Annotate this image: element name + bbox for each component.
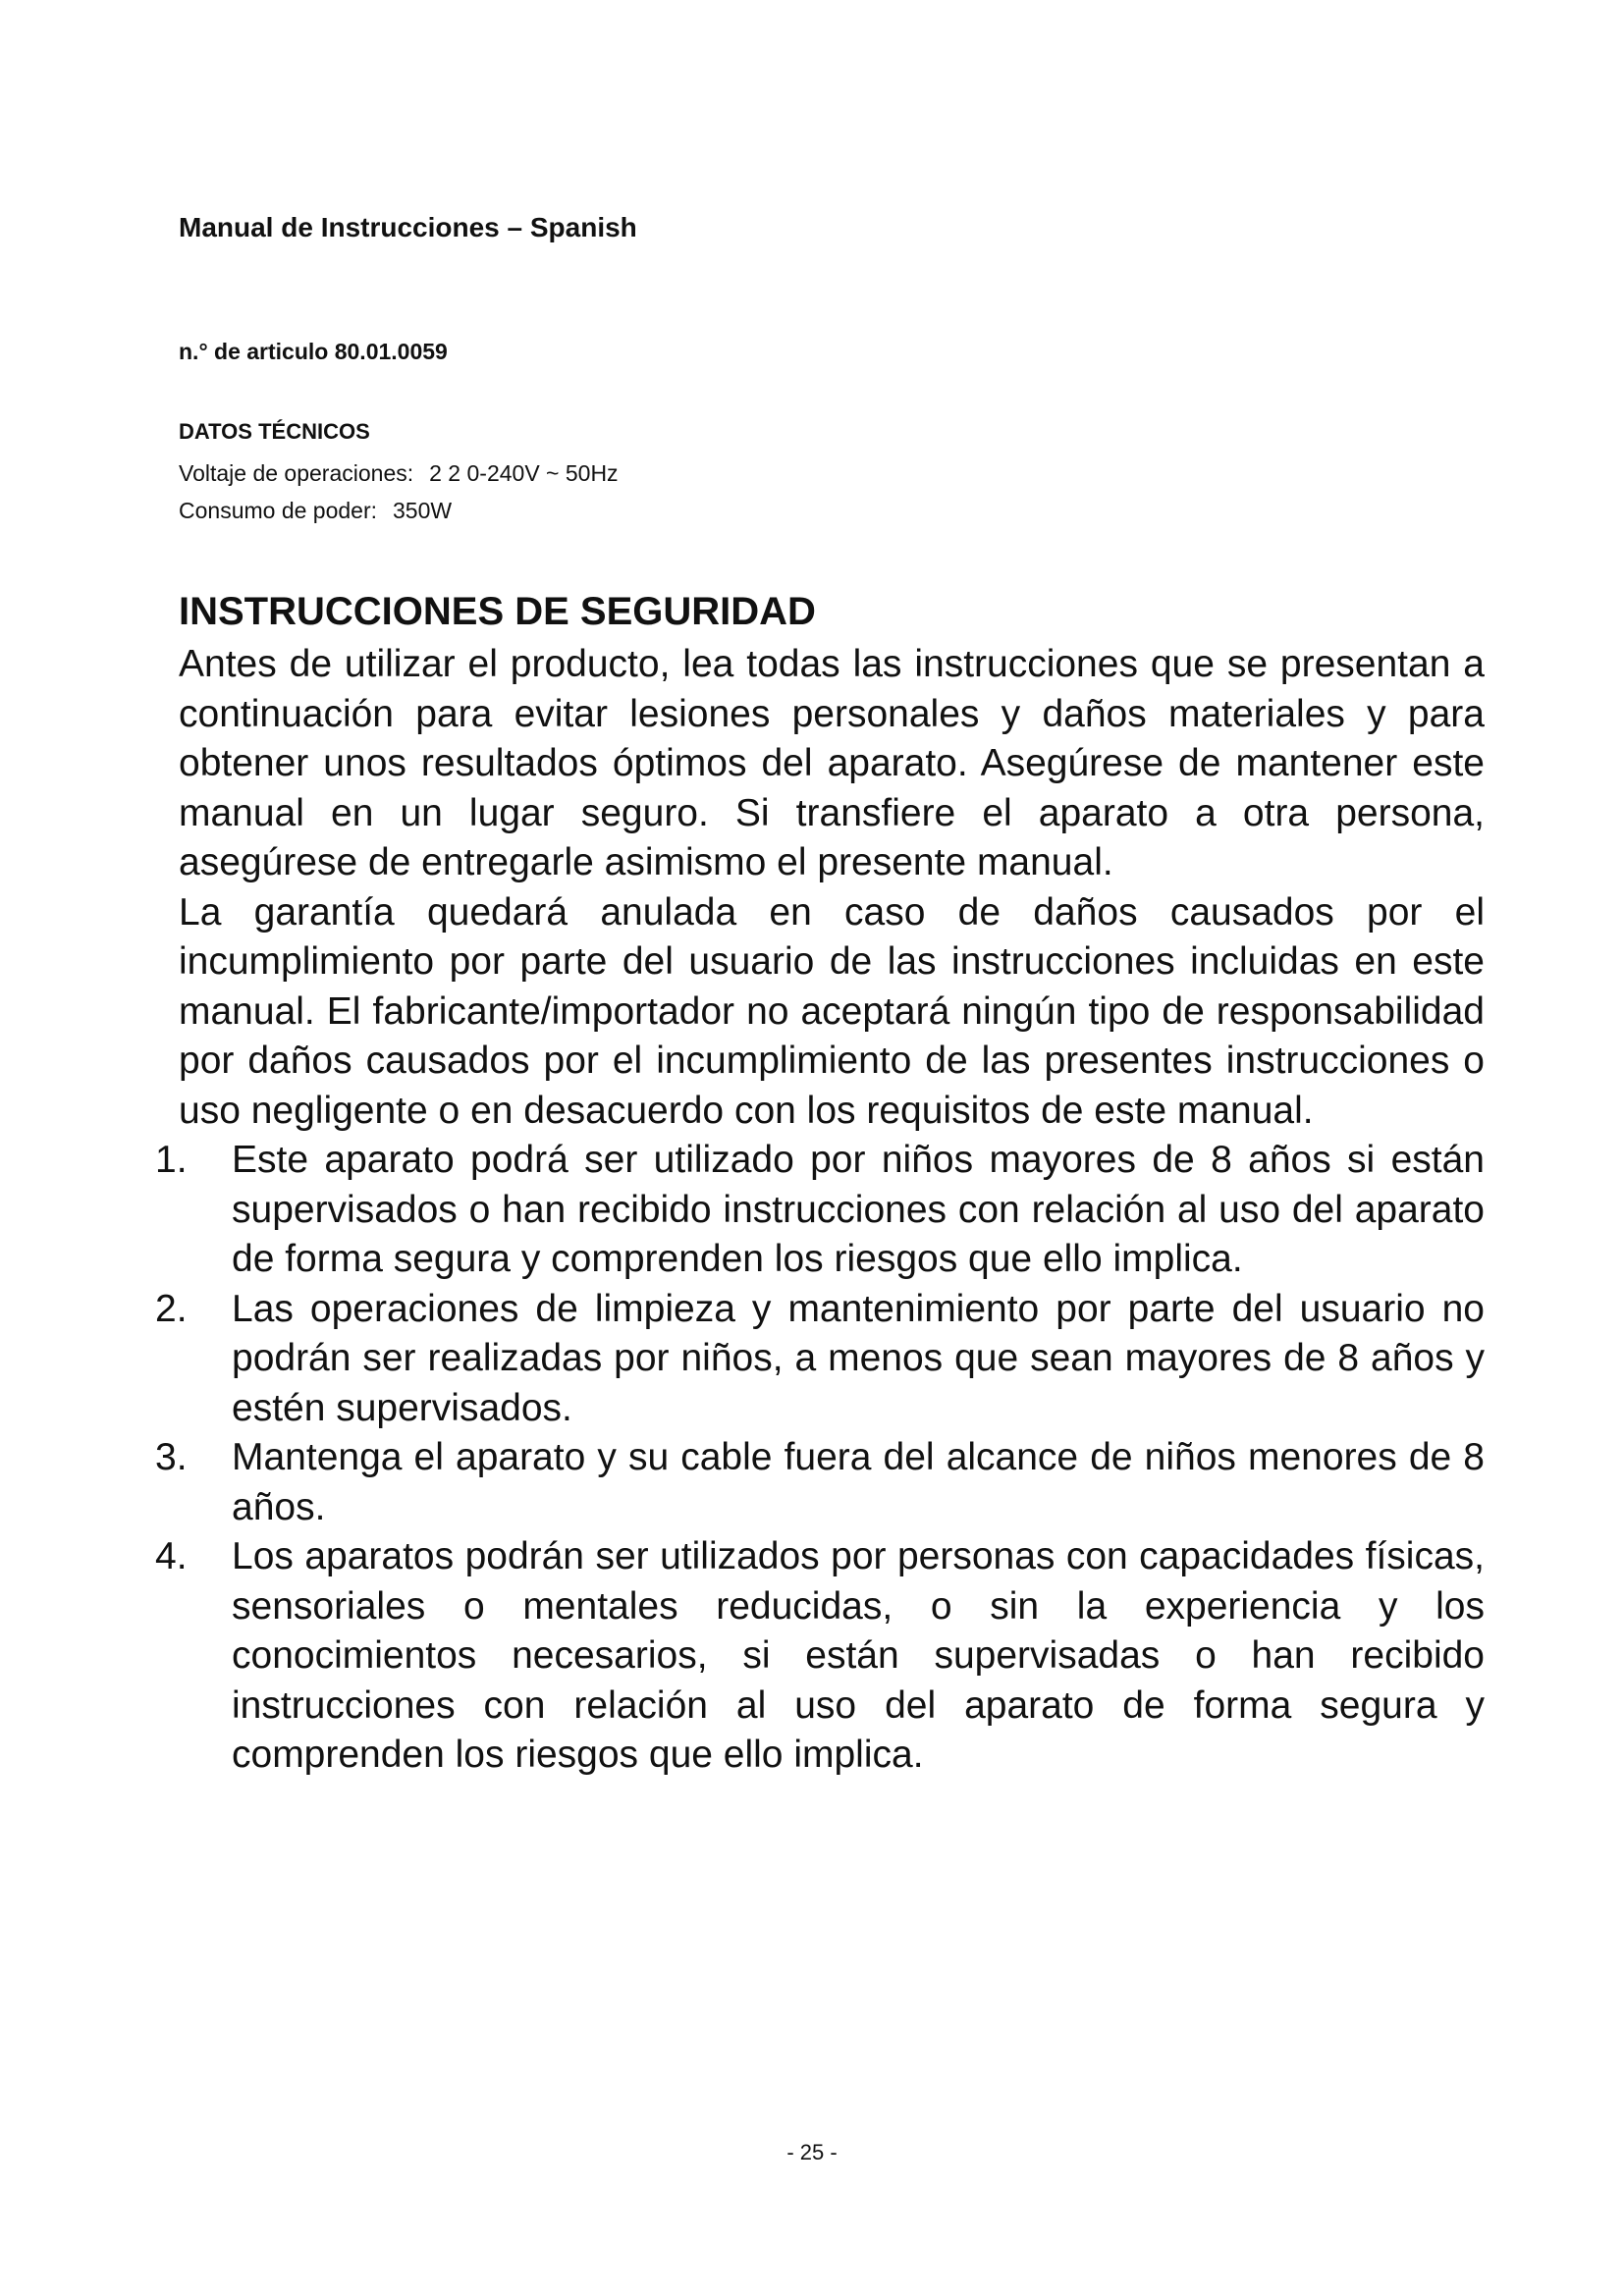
list-item-number: 3. bbox=[155, 1436, 188, 1478]
list-item-text: Los aparatos podrán ser utilizados por personas con capacidades físicas, sensoriales o mentales reducidas, o sin la experiencia y los conocimientos necesarios, si están supervisadas o han recibido instrucciones con relación al uso del aparato de forma segura y comprenden los riesgos que ello implica. bbox=[232, 1535, 1485, 1776]
warranty-paragraph: La garantía quedará anulada en caso de daños causados por el incumplimiento por parte del usuario de las instrucciones incluidas en este manual. El fabricante/importador no aceptará ningún tipo de responsabilidad por daños causados por el incumplimiento de las presentes instrucciones o uso negligente o en desacuerdo con los requisitos de este manual. bbox=[179, 890, 1485, 1132]
list-item-number: 2. bbox=[155, 1287, 188, 1330]
document-title: Manual de Instrucciones – Spanish bbox=[179, 212, 637, 242]
list-item-text: Mantenga el aparato y su cable fuera del alcance de niños menores de 8 años. bbox=[232, 1436, 1485, 1528]
list-item bbox=[155, 1532, 1485, 1781]
safety-section bbox=[155, 583, 1485, 1781]
list-item bbox=[155, 1285, 1485, 1434]
spec-label: Voltaje de operaciones: bbox=[179, 460, 414, 486]
technical-data-heading: DATOS TÉCNICOS bbox=[179, 419, 370, 444]
article-number: n.° de articulo 80.01.0059 bbox=[179, 339, 448, 364]
spec-value: 2 2 0-240V ~ 50Hz bbox=[429, 460, 619, 486]
intro-paragraph: Antes de utilizar el producto, lea todas las instrucciones que se presentan a continuación para evitar lesiones personales y daños materiales y para obtener unos resultados óptimos del aparato. Asegúrese de mantener este manual en un lugar seguro. Si transfiere el aparato a otra persona, asegúrese de entregarle asimismo el presente manual. bbox=[179, 643, 1485, 883]
list-item bbox=[155, 1136, 1485, 1285]
list-item-number: 4. bbox=[155, 1535, 188, 1577]
spec-value: 350W bbox=[393, 498, 453, 523]
list-item-number: 1. bbox=[155, 1139, 188, 1181]
list-item-text: Las operaciones de limpieza y mantenimiento por parte del usuario no podrán ser realizadas por niños, a menos que sean mayores de 8 años y estén supervisados. bbox=[232, 1287, 1485, 1429]
spec-label: Consumo de poder: bbox=[179, 498, 378, 523]
technical-data-section bbox=[179, 419, 619, 529]
safety-list bbox=[155, 1136, 1485, 1781]
spec-row-power bbox=[179, 492, 619, 529]
list-item bbox=[155, 1433, 1485, 1532]
page-number: - 25 - bbox=[786, 2140, 838, 2164]
spec-row-voltage bbox=[179, 454, 619, 492]
safety-heading: INSTRUCCIONES DE SEGURIDAD bbox=[179, 590, 816, 633]
list-item-text: Este aparato podrá ser utilizado por niños mayores de 8 años si están supervisados o han recibido instrucciones con relación al uso del aparato de forma segura y comprenden los riesgos que ello implica. bbox=[232, 1139, 1485, 1280]
